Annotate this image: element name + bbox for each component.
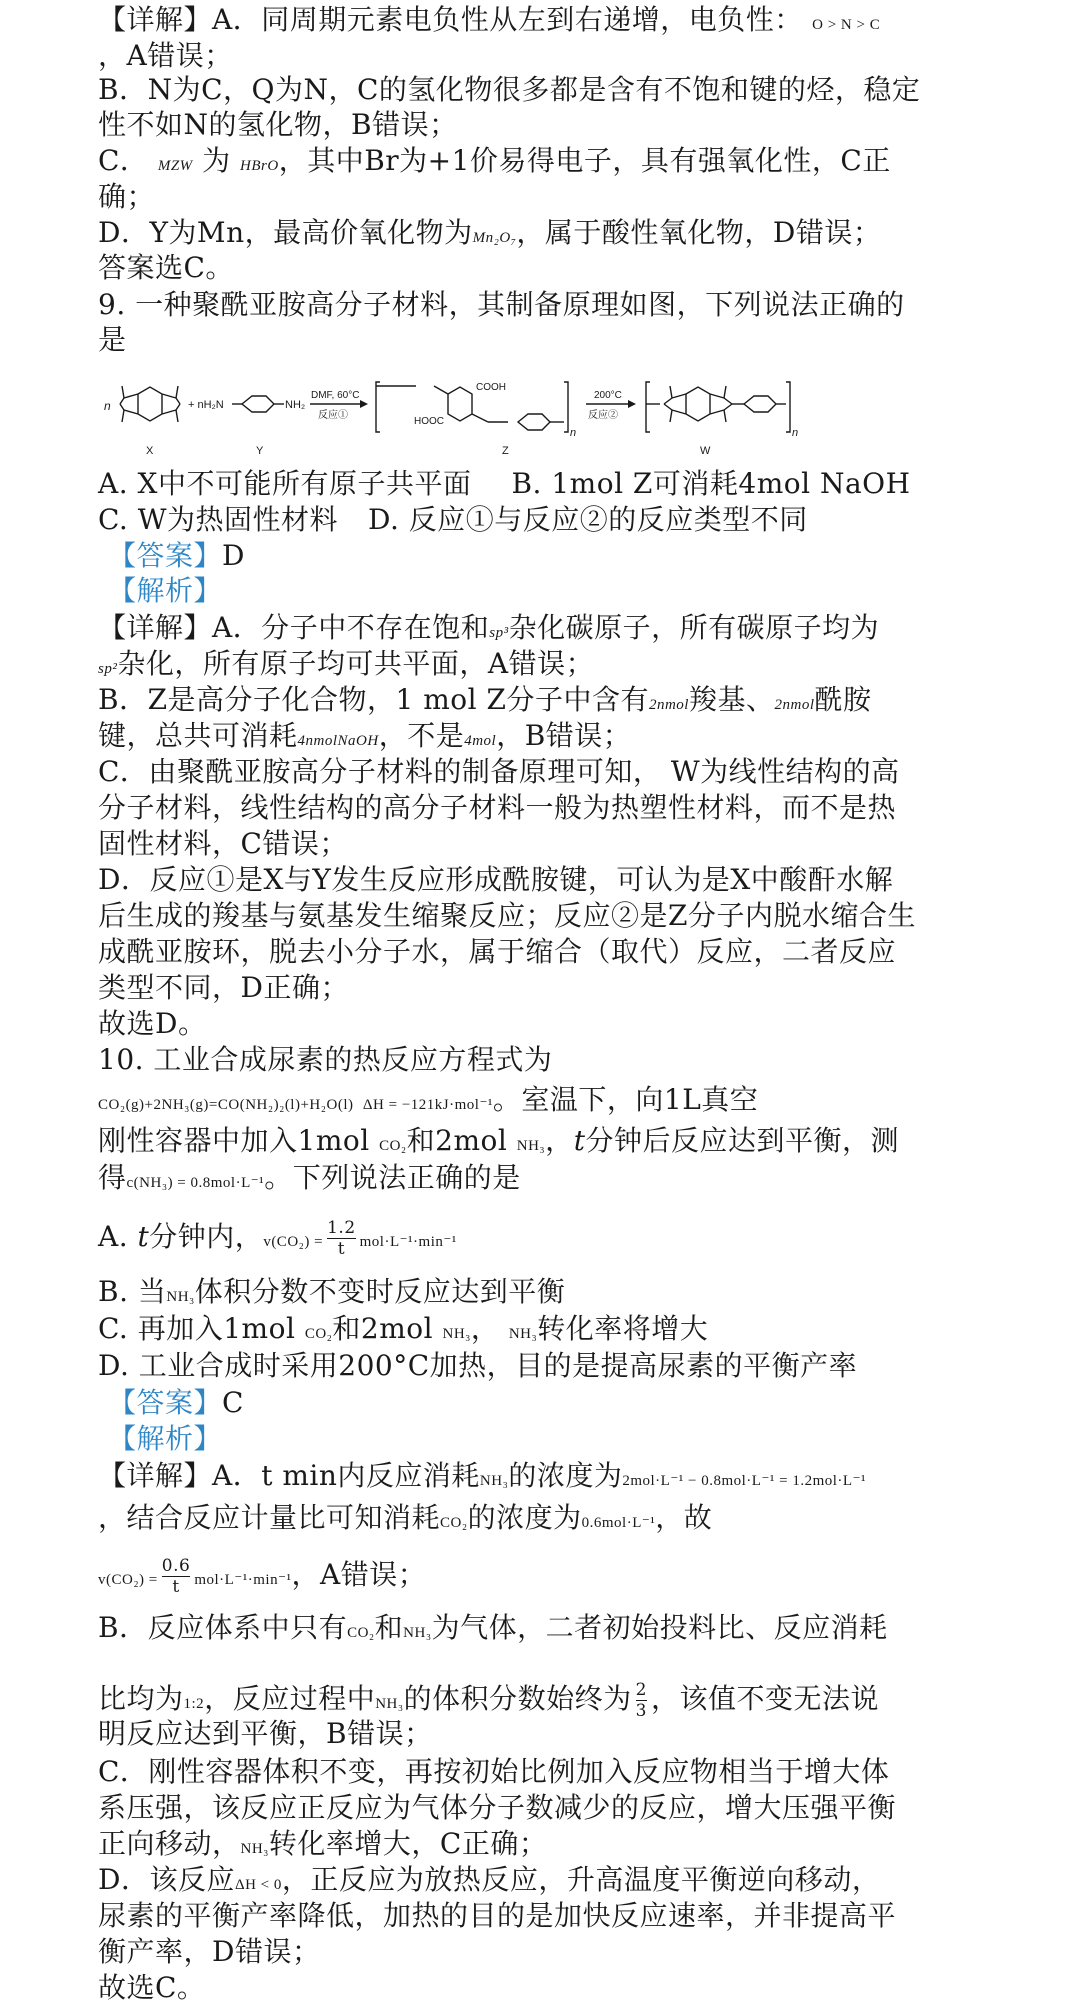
line-38 [98,1500,712,1541]
fraction-numerator: 0.6 [161,1556,191,1576]
fraction-denominator: t [337,1239,346,1259]
text-span: B．反应体系中只有 [98,1611,348,1644]
text-span: C. W为热固性材料 [98,503,339,536]
plus-amine: + nH₂N [188,399,224,411]
formula-inline: CO₂ [379,1138,407,1154]
text-span: C．由聚酰亚胺高分子材料的制备原理可知， W为线性结构的高 [98,755,900,788]
formula-inline: Mn₂O₇ [472,230,517,246]
text-span: t [573,1124,586,1157]
formula-inline: NH₃ [403,1625,432,1641]
line-5 [98,143,891,184]
formula-inline: ΔH < 0 [234,1877,282,1893]
line-19 [98,754,900,790]
option-10-d [98,1348,857,1384]
formula-inline: NH₃ [516,1138,546,1154]
text-span: 羧基、 [688,683,775,716]
line-43 [98,1754,889,1790]
text-span: A. X中不可能所有原子共平面 [98,467,472,500]
text-span: 分子材料，线性结构的高分子材料一般为热塑性材料，而不是热 [98,791,897,824]
line-48 [98,1934,320,1970]
text-span: 键，总共可消耗 [98,719,298,752]
text-span: 酰胺 [814,683,872,716]
text-span: 10. 工业合成尿素的热反应方程式为 [98,1043,553,1076]
label-y: Y [256,445,264,457]
line-47 [98,1898,896,1934]
formula-inline: CO₂ [304,1326,333,1342]
answer-9 [108,538,245,574]
text-span: ，反应过程中 [204,1682,376,1715]
carboxyl-bottom: HOOC [414,416,444,427]
line-2 [98,38,233,74]
text-span: ，属于酸性氧化物，D错误； [516,216,882,249]
formula-inline: NH₃ [442,1326,471,1342]
text-span: 明反应达到平衡，B错误； [98,1717,433,1750]
text-span: 。室温下，向1L真空 [492,1083,759,1116]
formula-inline: CO₂(g)+2NH₃(g)=CO(NH₂)₂(l)+H₂O(l) [98,1097,354,1113]
question-9-stem-end [98,322,127,358]
text-span: 分钟内， [149,1220,264,1253]
formula-inline: NH₃ [375,1696,404,1712]
fraction-denominator: t [172,1577,180,1597]
formula-inline: mol·L⁻¹·min⁻¹ [194,1572,292,1588]
text-span: t [137,1220,150,1253]
text-span: 答案选C。 [98,251,234,284]
text-span: 的体积分数始终为 [403,1682,632,1715]
text-span: 转化率增大，C正确； [268,1827,548,1860]
text-span: 的浓度为 [508,1459,623,1492]
text-span: D．反应①是X与Y发生反应形成酰胺键，可认为是X中酸酐水解 [98,863,894,896]
text-span: ，A错误； [98,39,233,72]
dianhydride-x-structure [120,386,180,422]
text-span [327,1218,356,1259]
line-17 [98,682,872,723]
text-span: ，A错误； [291,1558,427,1591]
line-25 [98,970,349,1006]
section-label: 【解析】 [108,1422,223,1455]
option-10-c [98,1311,708,1352]
formula-inline: 4nmolNaOH [297,733,379,749]
text-span: 固性材料，C错误； [98,827,348,860]
option-10-b [98,1274,565,1315]
x-coefficient: n [104,399,111,413]
text-span: ，结合反应计量比可知消耗 [98,1501,441,1534]
text-span: 故选C。 [98,1971,206,2004]
text-span: 体积分数不变时反应达到平衡 [194,1275,566,1308]
formula-inline: CO₂ [440,1515,468,1531]
formula-inline: MZW [157,158,193,174]
line-26 [98,1006,206,1042]
formula-inline: v(CO₂) = [263,1234,324,1250]
text-span: ，该值不变无法说 [650,1682,879,1715]
line-22 [98,862,893,898]
formula-inline: sp² [98,661,118,677]
text-span: C. 再加入1mol [98,1312,296,1345]
line-29 [98,1123,899,1164]
text-span: 确； [98,180,156,213]
text-span: 比均为 [98,1682,184,1715]
line-21 [98,826,348,862]
line-15 [98,610,879,651]
line-40 [98,1610,888,1651]
line-37 [98,1458,866,1499]
text-span: C． [98,144,149,177]
section-label: 【解析】 [108,574,223,607]
text-span: 为气体，二者初始投料比、反应消耗 [431,1611,888,1644]
fraction-numerator: 1.2 [327,1218,356,1238]
question-10-stem [98,1042,552,1078]
condition-2: 200°C [594,390,622,401]
formula-inline: 1:2 [183,1696,205,1712]
option-9-c-d [98,502,808,538]
label-z: Z [502,445,509,457]
text-span: ，其中Br为+1价易得电子，具有强氧化性，C正 [278,144,891,177]
condition-1: DMF, 60°C [311,390,360,401]
formula-inline: NH₃ [508,1326,538,1342]
text-span: 【详解】A．同周期元素电负性从左到右递增，电负性： [98,3,803,36]
text-span [636,1680,647,1721]
analysis-9-heading [108,573,222,609]
text-span: B. 1mol Z可消耗4mol NaOH [511,467,911,500]
line-44 [98,1790,896,1826]
analysis-10-heading [108,1421,222,1457]
text-span: B．Z是高分子化合物，1 mol Z分子中含有 [98,683,649,716]
line-28 [98,1082,758,1123]
text-span: 转化率将增大 [537,1312,709,1345]
formula-inline: HBrO [240,158,279,174]
text-span: 和 [374,1611,404,1644]
line-23 [98,898,916,934]
fraction-denominator: 3 [635,1701,647,1721]
text-span [162,1556,191,1597]
text-span: 分钟后反应达到平衡，测 [585,1124,899,1157]
fraction-numerator: 2 [635,1680,647,1700]
formula-inline: 4mol [464,733,497,749]
formula-inline: NH₃ [479,1473,509,1489]
text-span: C [222,1386,244,1419]
text-span: B. 当 [98,1275,167,1308]
z-subscript-n: n [570,427,577,439]
w-subscript-n: n [792,427,799,439]
text-span: ，正反应为放热反应，升高温度平衡逆向移动， [281,1863,881,1896]
answer-10 [108,1385,244,1421]
diamine-y-structure [232,396,284,412]
text-span: 。下列说法正确的是 [264,1161,521,1194]
polyamic-acid-z-structure [376,382,568,432]
line-46 [98,1862,880,1903]
formula-inline: ΔH = −121kJ·mol⁻¹ [362,1097,493,1113]
text-span: D. 工业合成时采用200°C加热，目的是提高尿素的平衡产率 [98,1349,858,1382]
formula-inline: 2nmol [648,697,689,713]
text-span: 9. 一种聚酰亚胺高分子材料，其制备原理如图，下列说法正确的 [98,288,905,321]
formula-inline: c(NH₃) = 0.8mol·L⁻¹ [126,1175,265,1191]
line-30 [98,1160,521,1201]
text-span: 故选D。 [98,1007,207,1040]
carboxyl-top: COOH [476,382,506,393]
line-1 [98,2,880,43]
arrow-1-head [360,400,368,408]
text-span: D．Y为Mn，最高价氧化物为 [98,216,473,249]
formula-inline: 2mol·L⁻¹ − 0.8mol·L⁻¹ = 1.2mol·L⁻¹ [622,1473,866,1489]
text-span: 为 [202,144,231,177]
line-39 [98,1556,426,1598]
formula-inline: 0.6mol·L⁻¹ [581,1515,656,1531]
text-span: 正向移动， [98,1827,241,1860]
amine-end: NH₂ [285,399,306,411]
formula-inline: NH₃ [240,1841,269,1857]
polyimide-w-structure [646,382,790,432]
line-4 [98,107,458,143]
text-span: ，B错误； [496,719,632,752]
label-x: X [146,445,154,457]
text-span: 成酰亚胺环，脱去小分子水，属于缩合（取代）反应，二者反应 [98,935,897,968]
text-span: 和2mol [332,1312,434,1345]
text-span: 衡产率，D错误； [98,1935,321,1968]
formula-inline: sp³ [489,625,509,641]
text-span: 是 [98,323,127,356]
text-span: 性不如N的氢化物，B错误； [98,108,458,141]
text-span: C．刚性容器体积不变，再按初始比例加入反应物相当于增大体 [98,1755,890,1788]
line-18 [98,718,631,759]
text-span: 刚性容器中加入1mol [98,1124,370,1157]
line-16 [98,646,594,687]
text-span: ， [545,1124,574,1157]
section-label: 【答案】 [108,1386,223,1419]
line-45 [98,1826,547,1867]
text-span: 类型不同，D正确； [98,971,349,1004]
text-span: D. 反应①与反应②的反应类型不同 [368,503,808,536]
label-w: W [700,445,711,457]
polyimide-reaction-scheme [98,362,858,462]
arrow-2-head [628,400,636,408]
option-10-a [98,1218,457,1260]
text-span: 杂化碳原子，所有碳原子均为 [508,611,880,644]
text-span: ，故 [655,1501,713,1534]
text-span: D [222,539,245,572]
option-9-a-b [98,466,911,502]
line-42 [98,1716,433,1752]
text-span: 尿素的平衡产率降低，加热的目的是加快反应速率，并非提高平 [98,1899,897,1932]
text-span: 系压强，该反应正反应为气体分子数减少的反应，增大压强平衡 [98,1791,897,1824]
formula-inline: NH₃ [166,1289,195,1305]
text-span: A. [98,1220,129,1253]
text-span: 【详解】A．t min内反应消耗 [98,1459,480,1492]
line-3 [98,72,920,108]
text-span: 【详解】A．分子中不存在饱和 [98,611,490,644]
text-span: ， [470,1312,500,1345]
text-span: 得 [98,1161,127,1194]
line-24 [98,934,896,970]
formula-inline: CO₂ [347,1625,375,1641]
reaction-2-label: 反应② [588,410,618,421]
text-span: D．该反应 [98,1863,235,1896]
formula-inline: O > N > C [812,17,881,33]
text-span: 和2mol [406,1124,508,1157]
reaction-1-label: 反应① [318,410,348,421]
line-6 [98,179,155,215]
line-49 [98,1970,205,2006]
text-span: 后生成的羧基与氨基发生缩聚反应；反应②是Z分子内脱水缩合生 [98,899,916,932]
text-span: 杂化，所有原子均可共平面，A错误； [117,647,595,680]
question-9-stem [98,287,905,323]
formula-inline: mol·L⁻¹·min⁻¹ [359,1234,457,1250]
text-span: B．N为C，Q为N，C的氢化物很多都是含有不饱和键的烃，稳定 [98,73,921,106]
formula-inline: 2nmol [774,697,815,713]
line-8 [98,250,234,286]
text-span: ，不是 [378,719,465,752]
line-20 [98,790,896,826]
text-span: 的浓度为 [467,1501,582,1534]
section-label: 【答案】 [108,539,223,572]
formula-inline: v(CO₂) = [98,1572,158,1588]
